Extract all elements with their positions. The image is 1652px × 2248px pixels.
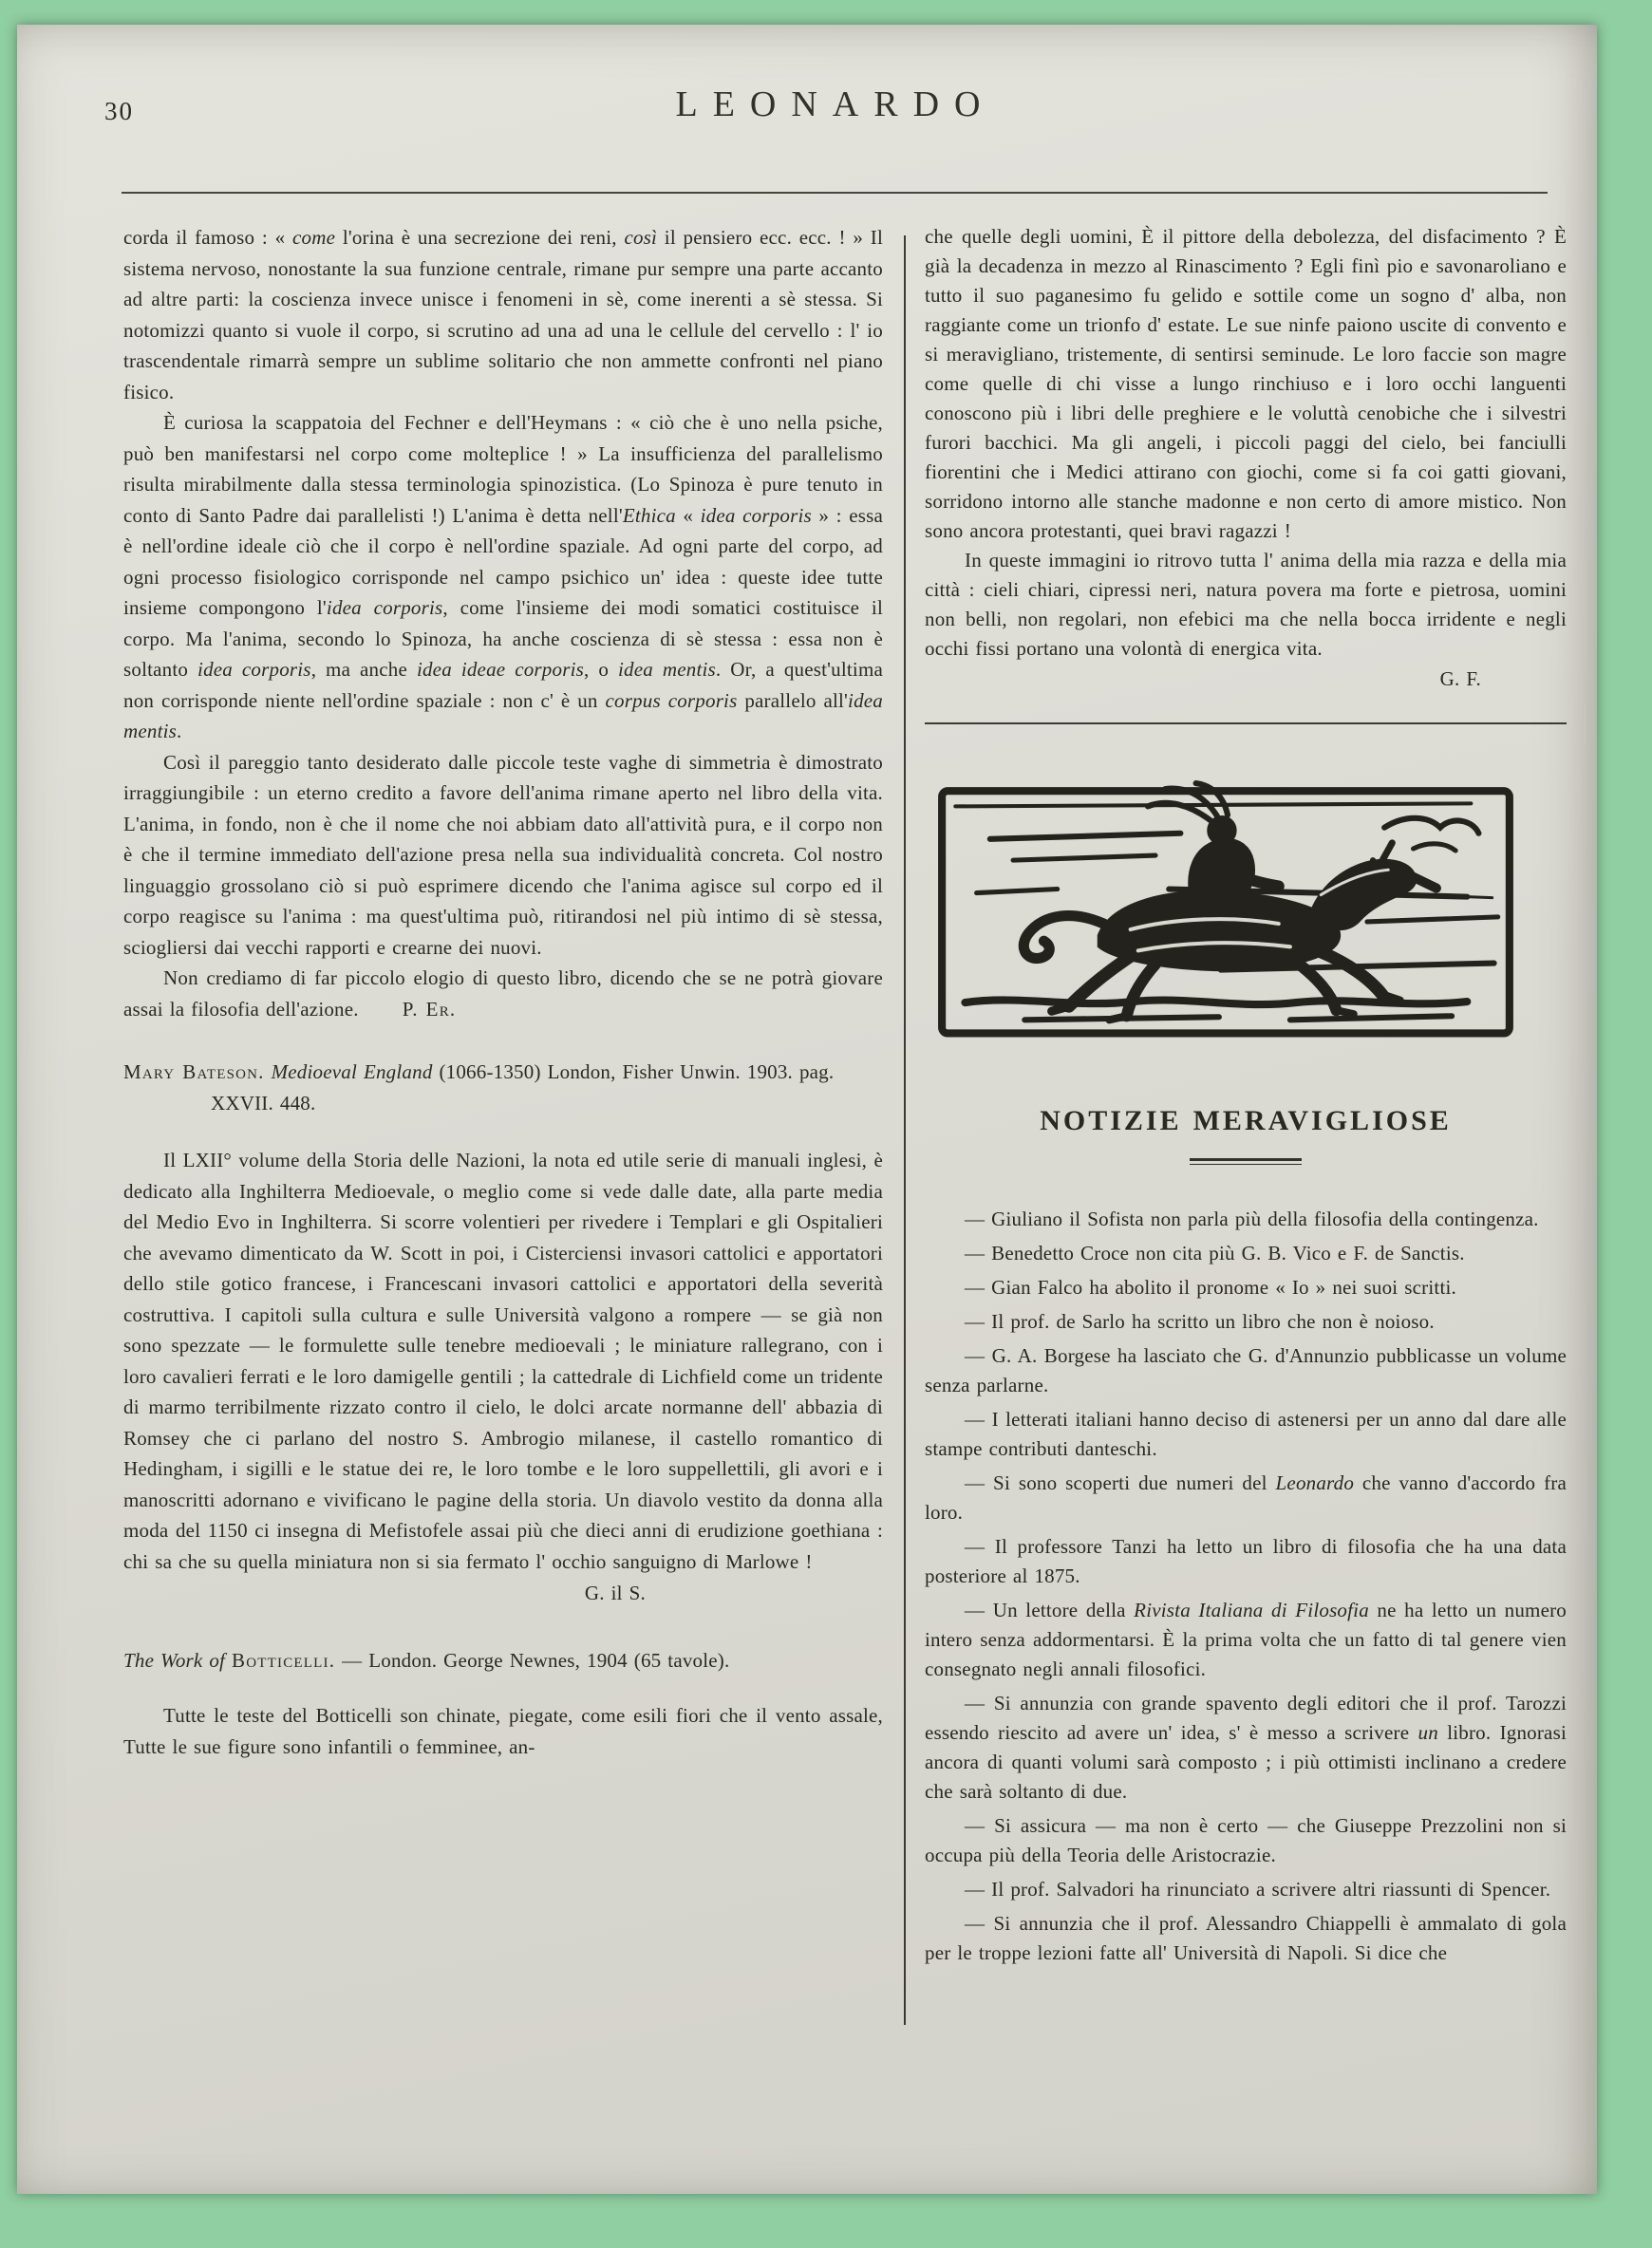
paragraph: che quelle degli uomini, È il pittore della debolezza, del disfacimento ? È già la decadenza in mezzo al Rinascimento ? Egli finì pio e savonaroliano e tutto il suo paganesimo fu gelido e sottile come un sogno d' alba, non raggiante come un trionfo d' estate. Le sue ninfe paiono uscite di convento e si meravigliano, tristemente, di sentirsi seminude. Le loro faccie son magre come quelle di chi visse a lungo rinchiuso e i loro occhi languenti conoscono più i libri delle preghiere e le voluttà cenobiche che i silvestri furori bacchici. Ma gli angeli, i piccoli paggi del cielo, bei fanciulli fiorentini che i Medici attirano con giochi, come si fa coi gatti giovani, sorridono intorno alle stanche madonne e non certo di amore mistico. Non sono ancora protestanti, quei bravi ragazzi ! <box>925 225 1567 542</box>
reviewer-signature: G. il S. <box>584 1582 646 1604</box>
section-separator <box>925 722 1567 724</box>
column-divider <box>904 235 906 2025</box>
journal-title: LEONARDO <box>675 84 996 124</box>
heading-rule <box>1190 1158 1302 1165</box>
header-rule <box>122 192 1548 194</box>
left-column <box>123 222 883 2167</box>
notizie-heading: NOTIZIE MERAVIGLIOSE <box>1040 1104 1452 1136</box>
paragraph: Così il pareggio tanto desiderato dalle piccole teste vaghe di simmetria è dimostrato irraggiungibile : un eterno credito a favore dell'anima rimane aperto nel libro della vita. L'anima, in fondo, non è che il nome che noi abbiam dato all'attività pura, e il corpo non è che il termine immediato dell'azione presa nella sua individualità concreta. Col nostro linguaggio grossolano ciò si può esprimere dicendo che l'anima agisce sul corpo ed il corpo reagisce su l'anima : ma quest'ultima può, ritirandosi nel più intimo di sè stessa, sciogliersi dai vecchi rapporti e crearne dei nuovi. <box>123 750 883 959</box>
notizie-item: — Si annunzia con grande spavento degli editori che il prof. Tarozzi essendo riescito ad avere un' idea, s' è messo a scrivere un libro. Ignorasi ancora di quanti volumi sarà composto ; i più ottimisti inclinano a credere che sarà soltanto di due. <box>925 1691 1567 1803</box>
notizie-item: — G. A. Borgese ha lasciato che G. d'Annunzio pubblicasse un volume senza parlarne. <box>925 1343 1567 1396</box>
paragraph: Il LXII° volume della Storia delle Nazioni, la nota ed utile serie di manuali inglesi, è dedicato alla Inghilterra Medioevale, o meglio come si vede dalle date, alla parte media del Medio Evo in Inghilterra. Si scorre volentieri per rivedere i Templari e gli Ospitalieri che avevamo dimenticato da W. Scott in poi, i Cisterciensi invasori cattolici e apportatori dello stile gotico francese, i Francescani invasori cattolici e apportatori della severità costruttiva. I capitoli sulla cultura e sulle Università valgono a rompere — se già non sono spezzate — le formulette sulle tenebre medioevali ; le miniature rallegrano, con i loro cavalieri ferrati e le loro damigelle gentili ; la cattedrale di Lichfield come un tridente di marmo terribilmente rizzato contro il cielo, le dolci arcate normanne dell' abbazia di Romsey che ci parlano del nostro S. Ambrogio milanese, il castello romantico di Hedingham, i sigilli e le statue dei re, le loro tombe e le loro suppellettili, gli avori e i manoscritti adornano e vivificano le pagine della storia. Un diavolo vestito da donna alla moda del 1150 ci insegna di Mefistofele assai più che dieci anni di erudizione goethiana : chi sa che su quella miniatura non si sia fermato l' occhio sanguigno di Marlowe ! <box>123 1149 883 1573</box>
text-columns <box>123 222 1567 2167</box>
paragraph: In queste immagini io ritrovo tutta l' anima della mia razza e della mia città : cieli chiari, cipressi neri, natura povera ma forte e pietrosa, uomini non belli, non regolari, non efebici ma che nella bocca irridente e negli occhi fissi portano una volontà di energica vita. <box>925 549 1567 660</box>
paragraph: Tutte le teste del Botticelli son chinate, piegate, come esili fiori che il vento assale, Tutte le sue figure sono infantili o femminee, an- <box>123 1704 883 1758</box>
notizie-item: — Il prof. de Sarlo ha scritto un libro che non è noioso. <box>965 1309 1435 1333</box>
notizie-item: — Il prof. Salvadori ha rinunciato a scrivere altri riassunti di Spencer. <box>965 1877 1551 1901</box>
knight-woodcut-illustration <box>932 777 1519 1047</box>
notizie-item: — I letterati italiani hanno deciso di astenersi per un anno dal dare alle stampe contributi danteschi. <box>925 1407 1567 1460</box>
author-signature: G. F. <box>1439 667 1481 690</box>
right-column <box>925 222 1567 2167</box>
notizie-list <box>925 1205 1567 1968</box>
paragraph: Non crediamo di far piccolo elogio di questo libro, dicendo che se ne potrà giovare assai la filosofia dell'azione. P. Er. <box>123 966 883 1021</box>
notizie-item: — Si annunzia che il prof. Alessandro Chiappelli è ammalato di gola per le troppe lezioni fatte all' Università di Napoli. Si dice che <box>925 1911 1567 1964</box>
notizie-item: — Un lettore della Rivista Italiana di Filosofia ne ha letto un numero intero senza addormentarsi. È la prima volta che un fatto di tal genere vien consegnato negli annali filosofici. <box>925 1598 1568 1680</box>
paragraph: È curiosa la scappatoia del Fechner e dell'Heymans : « ciò che è uno nella psiche, può ben manifestarsi nel corpo come molteplice ! » La insufficienza del parallelismo risulta mirabilmente dalla stessa terminologia spinozistica. (Lo Spinoza è pure tenuto in conto di Santo Padre dai parallelisti !) L'anima è detta nell'Ethica « idea corporis » : essa è nell'ordine ideale ciò che il corpo è nell'ordine spaziale. Ad ogni parte del corpo, ad ogni processo fisiologico corrisponde nel campo psichico un' idea : queste idee tutte insieme compongono l'idea corporis, come l'insieme dei modi somatici costituisce il corpo. Ma l'anima, secondo lo Spinoza, ha anche coscienza di sè stessa : essa non è soltanto idea corporis, ma anche idea ideae corporis, o idea mentis. Or, a quest'ultima non corrisponde niente nell'ordine spaziale : non c' è un corpus corporis parallelo all'idea mentis. <box>123 411 884 742</box>
page-number: 30 <box>104 97 134 125</box>
notizie-item: — Il professore Tanzi ha letto un libro di filosofia che ha una data posteriore al 1875. <box>925 1534 1567 1587</box>
bibliography-entry: Mary Bateson. Medioeval England (1066-1350) London, Fisher Unwin. 1903. pag. XXVII. 448. <box>123 1060 835 1115</box>
bibliography-entry: The Work of Botticelli. — London. George Newnes, 1904 (65 tavole). <box>123 1648 730 1672</box>
notizie-item: — Si assicura — ma non è certo — che Giuseppe Prezzolini non si occupa più della Teoria delle Aristocrazie. <box>925 1813 1567 1866</box>
paragraph: corda il famoso : « come l'orina è una secrezione dei reni, così il pensiero ecc. ecc. ! » Il sistema nervoso, nonostante la sua funzione centrale, rimane pur sempre una parte accanto ad altre parti: la coscienza invece unisce i fenomeni in sè, come inerenti a sè stessa. Si notomizzi quanto si vuole il corpo, si scrutino ad una ad una le cellule del cervello : l' io trascendentale rimarrà sempre un sublime solitario che non ammette confronti nel piano fisico. <box>123 226 883 403</box>
scanned-page <box>17 25 1597 2194</box>
reviewer-signature: P. Er. <box>402 997 457 1021</box>
notizie-item: — Gian Falco ha abolito il pronome « Io » nei suoi scritti. <box>965 1275 1456 1299</box>
notizie-item: — Si sono scoperti due numeri del Leonardo che vanno d'accordo fra loro. <box>925 1471 1567 1524</box>
notizie-item: — Benedetto Croce non cita più G. B. Vico e F. de Sanctis. <box>965 1241 1465 1264</box>
notizie-item: — Giuliano il Sofista non parla più della filosofia della contingenza. <box>965 1207 1539 1230</box>
